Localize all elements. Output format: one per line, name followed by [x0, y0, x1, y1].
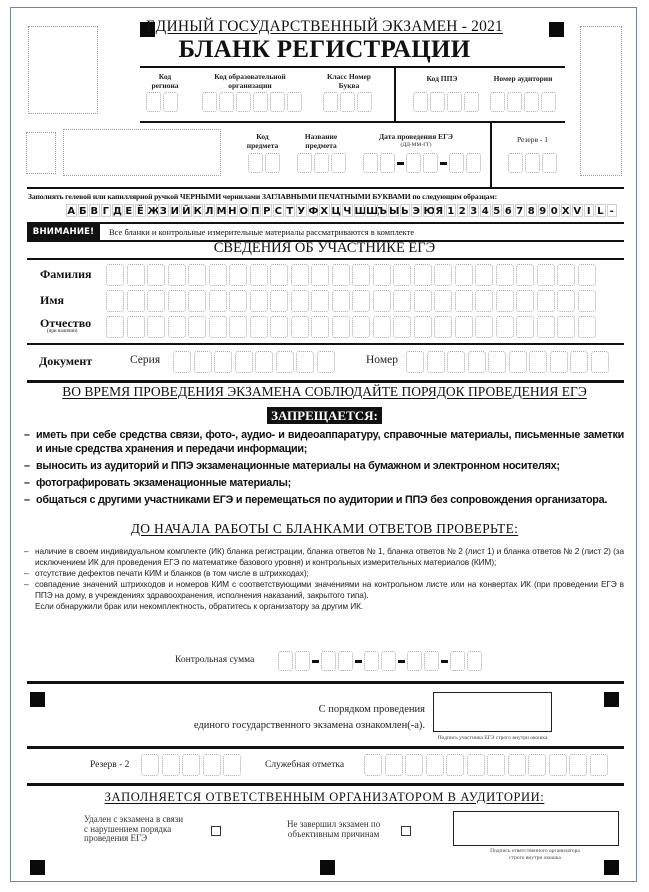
input-cell[interactable]	[188, 316, 206, 338]
subject-name-label: Название предмета	[304, 132, 338, 150]
sample-char: К	[193, 206, 202, 217]
input-cell[interactable]	[434, 264, 452, 286]
input-cell[interactable]	[255, 351, 273, 373]
input-cell[interactable]	[488, 351, 506, 373]
rules-rule-top	[27, 380, 624, 383]
sample-char: 9	[539, 206, 547, 217]
input-cell[interactable]	[229, 290, 247, 312]
attention-text: Все бланки и контрольные измерительные материалы рассматриваются в комплекте	[109, 227, 415, 237]
sample-char: Ъ	[377, 206, 387, 217]
input-cell[interactable]	[209, 264, 227, 286]
header-divider-2	[490, 121, 492, 188]
sample-char: Й	[182, 206, 191, 217]
patronymic-note: (при наличии)	[47, 329, 78, 334]
input-cell[interactable]	[475, 316, 493, 338]
input-cell[interactable]	[455, 264, 473, 286]
input-cell[interactable]	[468, 351, 486, 373]
date-separator-icon	[397, 162, 404, 165]
input-cell[interactable]	[168, 316, 186, 338]
input-cell[interactable]	[229, 264, 247, 286]
sample-char: 5	[493, 206, 501, 217]
sample-char: V	[573, 206, 582, 217]
left-small-box	[26, 132, 56, 174]
input-cell[interactable]	[549, 754, 567, 776]
header-rule-mid	[140, 121, 565, 123]
service-mark-label: Служебная отметка	[265, 760, 345, 770]
sample-char: 7	[516, 206, 524, 217]
input-cell[interactable]	[373, 264, 391, 286]
input-cell[interactable]	[311, 290, 329, 312]
ack-rule-top	[27, 681, 624, 684]
date-separator-icon	[440, 162, 447, 165]
input-cell[interactable]	[550, 351, 568, 373]
participant-signature-caption: Подпись участника ЕГЭ строго внутри окошка	[437, 735, 548, 741]
input-cell[interactable]	[407, 651, 422, 671]
sample-char: -	[607, 204, 618, 217]
sample-char: М	[216, 206, 227, 217]
sample-char: Б	[78, 206, 87, 217]
forbidden-list	[24, 428, 624, 510]
input-cell[interactable]	[147, 264, 165, 286]
input-cell[interactable]	[591, 351, 609, 373]
attention-bar	[27, 222, 624, 242]
check-item: – совпадение значений штрихкодов и номеров КИМ с соответствующими значениями на контрольном листе или на конвертах ИК (при проведении ЕГЭ в ППЭ на дому, в учреждениях здравоохранения, исполнения наказаний, закрытого типа).	[24, 579, 624, 601]
sample-char: 3	[470, 206, 478, 217]
alignment-marker-mid-left	[30, 692, 45, 707]
input-cell[interactable]	[250, 264, 268, 286]
input-cell[interactable]	[385, 754, 403, 776]
input-cell[interactable]	[291, 290, 309, 312]
sample-char: Ю	[423, 206, 436, 217]
forbidden-item: – фотографировать экзаменационные материалы;	[24, 476, 624, 490]
ack-line-2: единого государственного экзамена ознакомлен(-а).	[193, 720, 425, 731]
name-label: Имя	[40, 293, 64, 307]
input-cell[interactable]	[291, 264, 309, 286]
sample-char: L	[595, 204, 606, 217]
input-cell[interactable]	[569, 754, 587, 776]
exam-date-label: Дата проведения ЕГЭ	[378, 132, 453, 141]
form-title: БЛАНК РЕГИСТРАЦИИ	[178, 36, 471, 63]
input-cell[interactable]	[590, 754, 608, 776]
participant-rule-top	[27, 258, 624, 260]
fill-instruction: Заполнять гелевой или капиллярной ручкой ЧЕРНЫМИ чернилами ЗАГЛАВНЫМИ ПЕЧАТНЫМИ БУКВАМИ по следующим образцам:	[28, 192, 498, 201]
input-cell[interactable]	[338, 651, 353, 671]
sample-char: Ь	[400, 206, 409, 217]
check-item: – отсутствие дефектов печати КИМ и бланков (в том числе в штрихкодах);	[24, 568, 624, 579]
input-cell[interactable]	[106, 264, 124, 286]
not-finished-label: Не завершил экзамен по объективным причинам	[287, 819, 381, 839]
input-cell[interactable]	[311, 264, 329, 286]
removed-label: Удален с экзамена в связи с нарушением порядка проведения ЕГЭ	[84, 814, 184, 843]
header-rule-bottom	[27, 187, 624, 189]
subject-code-input[interactable]	[248, 153, 282, 173]
reserve-2-label: Резерв - 2	[90, 760, 130, 770]
input-cell[interactable]	[434, 316, 452, 338]
document-series-input[interactable]	[173, 351, 337, 373]
sample-char: Ч	[343, 206, 352, 217]
input-cell[interactable]	[168, 290, 186, 312]
input-cell[interactable]	[127, 316, 145, 338]
input-cell[interactable]	[426, 754, 444, 776]
input-cell[interactable]	[447, 351, 465, 373]
sample-char: О	[239, 206, 249, 217]
attention-tag: ВНИМАНИЕ!	[27, 224, 100, 240]
input-cell[interactable]	[106, 290, 124, 312]
document-number-input[interactable]	[406, 351, 611, 373]
sample-char: 4	[481, 206, 489, 217]
check-item: – наличие в своем индивидуальном комплекте (ИК) бланка регистрации, бланка ответов № 1, бланка ответов № 2 (лист 1) и бланка ответов № 2 (лист 2) (за исключением ИК для проведения ЕГЭ по математике базового уровня) и контрольных измерительных материалов (КИМ);	[24, 546, 624, 568]
sample-char: Ц	[331, 206, 341, 217]
input-cell[interactable]	[537, 264, 555, 286]
org-code-input[interactable]	[202, 92, 304, 112]
rules-title: ВО ВРЕМЯ ПРОВЕДЕНИЯ ЭКЗАМЕНА СОБЛЮДАЙТЕ ПОРЯДОК ПРОВЕДЕНИЯ ЕГЭ	[62, 384, 587, 399]
sample-char: Ё	[136, 206, 144, 217]
patronymic-label: Отчество	[40, 316, 92, 330]
ppe-code-input[interactable]	[413, 92, 481, 112]
input-cell[interactable]	[537, 316, 555, 338]
input-cell[interactable]	[209, 316, 227, 338]
input-cell[interactable]	[467, 754, 485, 776]
input-cell[interactable]	[516, 316, 534, 338]
sample-char: Щ	[366, 206, 380, 217]
forbidden-item: – иметь при себе средства связи, фото-, аудио- и видеоаппаратуру, справочные материалы, письменные заметки и иные средства хранения и передачи информации;	[24, 428, 624, 457]
organizer-signature-box[interactable]	[453, 811, 619, 846]
input-cell[interactable]	[373, 316, 391, 338]
input-cell[interactable]	[223, 754, 241, 776]
sample-char: И	[170, 206, 179, 217]
input-cell[interactable]	[557, 264, 575, 286]
participant-signature-box[interactable]	[433, 692, 552, 732]
input-cell[interactable]	[528, 754, 546, 776]
input-cell[interactable]	[381, 651, 396, 671]
input-cell[interactable]	[173, 351, 191, 373]
participant-rule-mid	[27, 343, 624, 345]
room-number-label: Номер аудитории	[493, 74, 553, 83]
alignment-marker-bottom-right	[604, 860, 619, 875]
alignment-marker-bottom-center	[320, 860, 335, 875]
checksum-separator-icon	[312, 660, 319, 663]
input-cell[interactable]	[291, 316, 309, 338]
input-cell[interactable]	[270, 316, 288, 338]
input-cell[interactable]	[214, 351, 232, 373]
sample-char: У	[297, 206, 306, 217]
input-cell[interactable]	[188, 264, 206, 286]
service-rule-top	[27, 746, 624, 749]
surname-input[interactable]	[106, 264, 598, 286]
input-cell[interactable]	[537, 290, 555, 312]
checksum-input[interactable]	[278, 651, 484, 671]
ppe-code-label: Код ППЭ	[426, 74, 458, 83]
input-cell[interactable]	[450, 651, 465, 671]
exam-date-format: (ДД-ММ-ГГ)	[400, 142, 432, 148]
not-finished-checkbox[interactable]	[401, 826, 411, 836]
input-cell[interactable]	[405, 754, 423, 776]
region-code-label: Код региона	[151, 72, 179, 90]
input-cell[interactable]	[235, 351, 253, 373]
input-cell[interactable]	[424, 651, 439, 671]
input-cell[interactable]	[295, 651, 310, 671]
sample-char: Д	[113, 206, 122, 217]
input-cell[interactable]	[332, 290, 350, 312]
sample-char: Г	[101, 204, 112, 217]
input-cell[interactable]	[141, 754, 159, 776]
input-cell[interactable]	[529, 351, 547, 373]
input-cell[interactable]	[127, 290, 145, 312]
input-cell[interactable]	[475, 290, 493, 312]
input-cell[interactable]	[516, 290, 534, 312]
header-rule-top	[140, 66, 565, 68]
exam-date-input[interactable]	[363, 153, 483, 173]
sample-char: Н	[228, 206, 237, 217]
input-cell[interactable]	[516, 264, 534, 286]
input-cell[interactable]	[276, 351, 294, 373]
input-cell[interactable]	[496, 316, 514, 338]
input-cell[interactable]	[406, 351, 424, 373]
sample-char: Ы	[389, 206, 400, 217]
sample-char: Ж	[147, 206, 160, 217]
sample-char: П	[251, 206, 260, 217]
organizer-signature-caption: Подпись ответственного организатора строго внутри окошка	[490, 848, 580, 861]
input-cell[interactable]	[127, 264, 145, 286]
subject-name-input[interactable]	[297, 153, 348, 173]
input-cell[interactable]	[427, 351, 445, 373]
input-cell[interactable]	[509, 351, 527, 373]
input-cell[interactable]	[434, 290, 452, 312]
patronymic-input[interactable]	[106, 316, 598, 338]
exam-title: ЕДИНЫЙ ГОСУДАРСТВЕННЫЙ ЭКЗАМЕН - 2021	[146, 18, 503, 35]
reserve-2-input[interactable]	[141, 754, 244, 776]
input-cell[interactable]	[250, 316, 268, 338]
forbidden-item: – общаться с другими участниками ЕГЭ и перемещаться по аудитории и ППЭ без сопровождения организатора.	[24, 493, 624, 507]
sample-char: Е	[125, 206, 133, 217]
input-cell[interactable]	[278, 651, 293, 671]
sample-char: С	[274, 206, 282, 217]
sample-char: Х	[320, 206, 329, 217]
alignment-marker-bottom-left	[30, 860, 45, 875]
sample-char: Т	[286, 206, 294, 217]
input-cell[interactable]	[414, 290, 432, 312]
input-cell[interactable]	[393, 264, 411, 286]
sample-char: Ф	[308, 206, 319, 217]
sample-char: В	[90, 206, 99, 217]
checks-title: ДО НАЧАЛА РАБОТЫ С БЛАНКАМИ ОТВЕТОВ ПРОВЕРЬТЕ:	[130, 521, 519, 536]
input-cell[interactable]	[209, 290, 227, 312]
input-cell[interactable]	[414, 264, 432, 286]
number-label: Номер	[366, 354, 398, 366]
input-cell[interactable]	[147, 290, 165, 312]
input-cell[interactable]	[182, 754, 200, 776]
input-cell[interactable]	[373, 290, 391, 312]
input-cell[interactable]	[578, 290, 596, 312]
input-cell[interactable]	[508, 754, 526, 776]
input-cell[interactable]	[455, 290, 473, 312]
sample-char: З	[159, 206, 167, 217]
service-mark-input[interactable]	[364, 754, 610, 776]
input-cell[interactable]	[487, 754, 505, 776]
input-cell[interactable]	[332, 316, 350, 338]
sample-char: 8	[527, 206, 535, 217]
subject-code-label: Код предмета	[246, 132, 279, 150]
input-cell[interactable]	[475, 264, 493, 286]
sample-char: I	[584, 204, 595, 217]
input-cell[interactable]	[352, 316, 370, 338]
checks-list	[24, 546, 624, 612]
alignment-marker-mid-right	[604, 692, 619, 707]
input-cell[interactable]	[194, 351, 212, 373]
sample-char: 2	[458, 206, 466, 217]
input-cell[interactable]	[364, 754, 382, 776]
sample-char: А	[67, 206, 76, 217]
input-cell[interactable]	[446, 754, 464, 776]
participant-section-title: СВЕДЕНИЯ ОБ УЧАСТНИКЕ ЕГЭ	[213, 240, 436, 256]
sample-char: Ш	[354, 206, 367, 217]
class-input[interactable]	[323, 92, 374, 112]
input-cell[interactable]	[557, 316, 575, 338]
input-cell[interactable]	[414, 316, 432, 338]
checksum-separator-icon	[441, 660, 448, 663]
input-cell[interactable]	[332, 264, 350, 286]
input-cell[interactable]	[496, 290, 514, 312]
input-cell[interactable]	[147, 316, 165, 338]
room-number-input[interactable]	[490, 92, 558, 112]
forbidden-label: ЗАПРЕЩАЕТСЯ:	[0, 405, 649, 424]
input-cell[interactable]	[203, 754, 221, 776]
input-cell[interactable]	[250, 290, 268, 312]
header-divider-1	[394, 66, 396, 122]
input-cell[interactable]	[168, 264, 186, 286]
check-note: Если обнаружили брак или некомплектность, обратитесь к организатору за другим ИК.	[35, 601, 364, 611]
sample-characters	[66, 204, 618, 217]
checksum-separator-icon	[355, 660, 362, 663]
sample-char: Я	[435, 206, 444, 217]
sample-char: 0	[550, 206, 558, 217]
input-cell[interactable]	[496, 264, 514, 286]
reserve-1-label: Резерв - 1	[516, 135, 549, 144]
input-cell[interactable]	[467, 651, 482, 671]
input-cell[interactable]	[321, 651, 336, 671]
forbidden-item: – выносить из аудиторий и ППЭ экзаменационные материалы на бумажном и электронном носителях;	[24, 459, 624, 473]
input-cell[interactable]	[352, 264, 370, 286]
removed-checkbox[interactable]	[211, 826, 221, 836]
input-cell[interactable]	[270, 264, 288, 286]
series-label: Серия	[130, 354, 161, 366]
sample-char: 1	[447, 206, 455, 217]
input-cell[interactable]	[455, 316, 473, 338]
region-code-input[interactable]	[146, 92, 180, 112]
input-cell[interactable]	[578, 316, 596, 338]
sample-char: Л	[205, 206, 214, 217]
organizer-rule-top	[27, 783, 624, 786]
input-cell[interactable]	[270, 290, 288, 312]
sample-char: Э	[412, 206, 420, 217]
input-cell[interactable]	[557, 290, 575, 312]
class-label: Класс Номер Буква	[327, 72, 371, 90]
input-cell[interactable]	[311, 316, 329, 338]
input-cell[interactable]	[229, 316, 247, 338]
name-input[interactable]	[106, 290, 598, 312]
sample-char: X	[561, 206, 570, 217]
document-label: Документ	[39, 354, 93, 368]
organizer-title: ЗАПОЛНЯЕТСЯ ОТВЕТСТВЕННЫМ ОРГАНИЗАТОРОМ В АУДИТОРИИ:	[104, 790, 545, 804]
input-cell[interactable]	[364, 651, 379, 671]
input-cell[interactable]	[317, 351, 335, 373]
input-cell[interactable]	[106, 316, 124, 338]
input-cell[interactable]	[188, 290, 206, 312]
checksum-label: Контрольная сумма	[175, 655, 255, 665]
surname-label: Фамилия	[40, 267, 92, 281]
input-cell[interactable]	[162, 754, 180, 776]
sample-char: Р	[263, 206, 271, 217]
ack-line-1: С порядком проведения	[318, 704, 425, 715]
sample-char: 6	[504, 206, 512, 217]
input-cell[interactable]	[570, 351, 588, 373]
input-cell[interactable]	[393, 290, 411, 312]
input-cell[interactable]	[578, 264, 596, 286]
checksum-separator-icon	[398, 660, 405, 663]
input-cell[interactable]	[352, 290, 370, 312]
input-cell[interactable]	[296, 351, 314, 373]
org-code-label: Код образовательной организации	[214, 72, 286, 90]
input-cell[interactable]	[393, 316, 411, 338]
reserve-1-input[interactable]	[508, 153, 559, 173]
barcode-area	[63, 129, 221, 176]
